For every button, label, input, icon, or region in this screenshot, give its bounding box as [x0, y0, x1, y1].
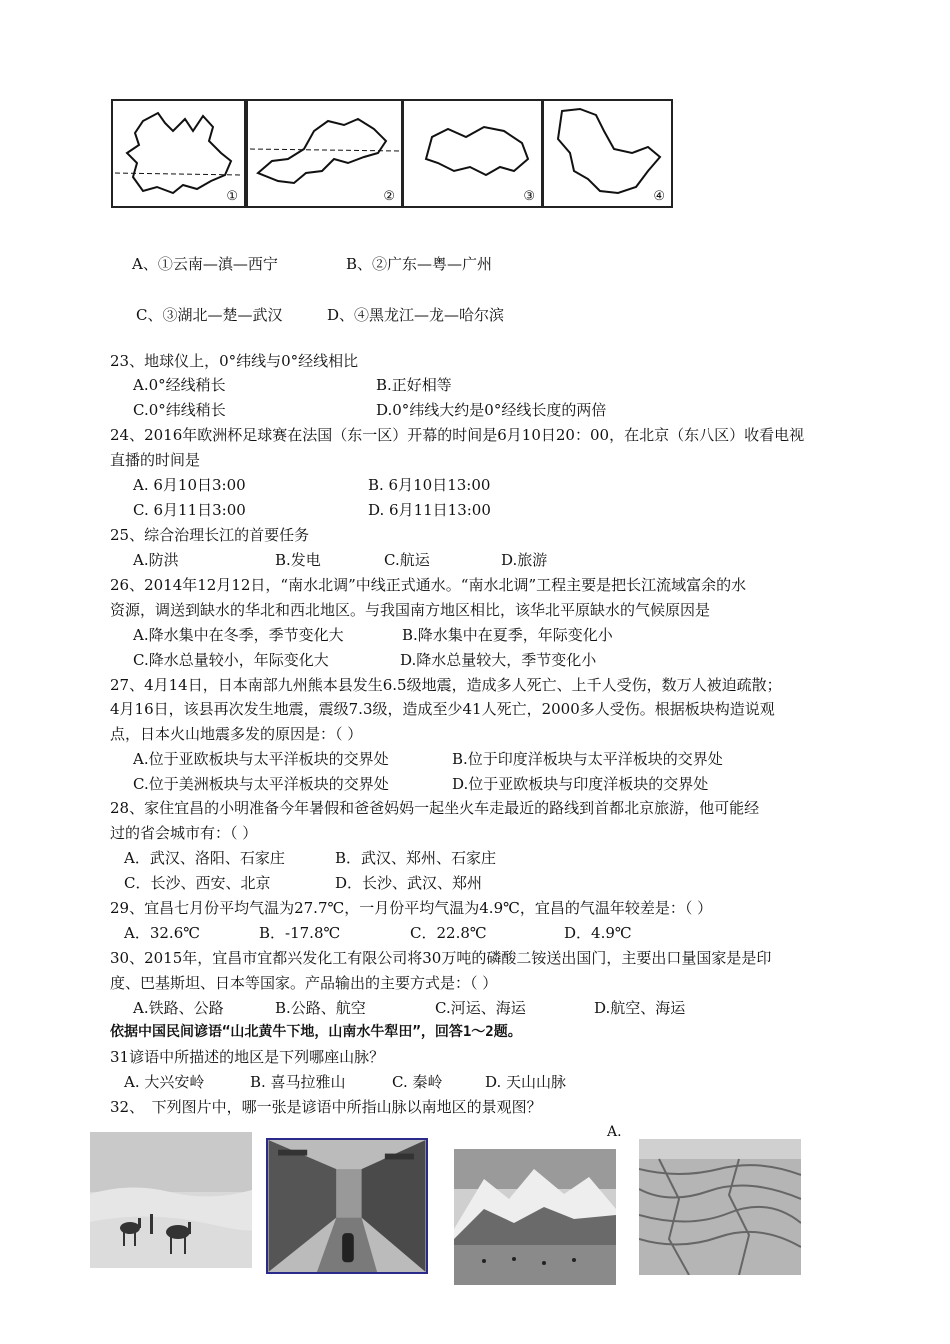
q32-stem: 32、 下列图片中，哪一张是谚语中所指山脉以南地区的景观图？: [110, 1098, 542, 1116]
q24-option-d: D. 6月11日13:00: [368, 501, 491, 519]
q26-stem-line2: 资源，调送到缺水的华北和西北地区。与我国南方地区相比，该华北平原缺水的气候原因是: [110, 601, 711, 619]
map-label-2: ②: [383, 189, 395, 204]
photo-water-town-canal: [266, 1138, 428, 1274]
q25-option-b: B.发电: [275, 551, 321, 569]
q27-option-c: C.位于美洲板块与太平洋板块的交界处: [133, 775, 389, 793]
photo-desert-camels: [90, 1132, 252, 1268]
q26-option-d: D.降水总量较大，季节变化小: [400, 651, 597, 669]
province-outline-3: [404, 101, 541, 206]
q22-option-c: C、③湖北—楚—武汉: [136, 306, 283, 324]
q26-option-a: A.降水集中在冬季，季节变化大: [133, 626, 344, 644]
q30-stem-line1: 30、2015年，宜昌市宜都兴发化工有限公司将30万吨的磷酸二铵送出国门，主要出口量国家是是印: [110, 949, 772, 967]
q23-option-c: C.0°纬线稍长: [133, 401, 226, 419]
q30-option-d: D.航空、海运: [594, 999, 686, 1017]
q30-option-a: A.铁路、公路: [133, 999, 224, 1017]
province-outline-1: [113, 101, 244, 206]
q23-stem: 23、地球仪上，0°纬线与0°经线相比: [110, 352, 359, 370]
province-outline-4: [544, 101, 671, 206]
q22-option-a: A、①云南—滇—西宁: [132, 255, 278, 273]
map-label-3: ③: [523, 189, 535, 204]
q25-stem: 25、综合治理长江的首要任务: [110, 526, 310, 544]
q29-stem: 29、宜昌七月份平均气温为27.7℃，一月份平均气温为4.9℃，宜昌的气温年较差是：（ ）: [110, 899, 713, 917]
q32-photo-label-a: A.: [607, 1124, 622, 1140]
map-heilongjiang: [542, 99, 673, 208]
q29-option-a: A．32.6℃: [124, 924, 201, 942]
q31-option-b: B. 喜马拉雅山: [250, 1073, 346, 1091]
q31-option-d: D. 天山山脉: [485, 1073, 567, 1091]
q28-option-c: C．长沙、西安、北京: [124, 874, 271, 892]
q27-stem-line3: 点，日本火山地震多发的原因是：（ ）: [110, 725, 363, 743]
province-outline-2: [248, 101, 401, 206]
q27-stem-line1: 27、4月14日，日本南部九州熊本县发生6.5级地震，造成多人死亡、上千人受伤，数万人被迫疏散；: [110, 676, 782, 694]
q29-option-c: C．22.8℃: [410, 924, 487, 942]
q26-option-b: B.降水集中在夏季，年际变化小: [402, 626, 613, 644]
photo-loess-plateau: [639, 1139, 801, 1275]
q23-option-d: D.0°纬线大约是0°经线长度的两倍: [376, 401, 607, 419]
q27-option-b: B.位于印度洋板块与太平洋板块的交界处: [452, 750, 723, 768]
q31-stem: 31谚语中所描述的地区是下列哪座山脉？: [110, 1048, 385, 1066]
q30-option-b: B.公路、航空: [275, 999, 366, 1017]
q31-intro: 依据中国民间谚语“山北黄牛下地，山南水牛犁田”，回答1～2题。: [110, 1024, 522, 1040]
q24-option-a: A. 6月10日3:00: [133, 476, 246, 494]
q23-option-b: B.正好相等: [376, 376, 452, 394]
q26-option-c: C.降水总量较小，年际变化大: [133, 651, 329, 669]
q29-option-d: D．4.9℃: [564, 924, 632, 942]
map-hubei: [402, 99, 543, 208]
q31-option-c: C. 秦岭: [392, 1073, 443, 1091]
q29-option-b: B．-17.8℃: [259, 924, 341, 942]
q27-stem-line2: 4月16日，该县再次发生地震，震级7.3级，造成至少41人死亡，2000多人受伤。根据板块构造说观: [110, 700, 775, 718]
q27-option-d: D.位于亚欧板块与印度洋板块的交界处: [452, 775, 709, 793]
q28-stem-line2: 过的省会城市有：（ ）: [110, 824, 258, 842]
map-guangdong: [246, 99, 403, 208]
q23-option-a: A.0°经线稍长: [133, 376, 226, 394]
q22-option-b: B、②广东—粤—广州: [346, 255, 493, 273]
q28-option-b: B．武汉、郑州、石家庄: [335, 849, 497, 867]
photo-snow-mountain-grassland: [454, 1149, 616, 1285]
q30-stem-line2: 度、巴基斯坦、日本等国家。产品输出的主要方式是：（ ）: [110, 974, 498, 992]
map-yunnan: [111, 99, 246, 208]
q28-option-d: D．长沙、武汉、郑州: [335, 874, 483, 892]
q24-option-b: B. 6月10日13:00: [368, 476, 491, 494]
q26-stem-line1: 26、2014年12月12日，“南水北调”中线正式通水。“南水北调”工程主要是把长江流域富余的水: [110, 576, 747, 594]
q28-stem-line1: 28、家住宜昌的小明准备今年暑假和爸爸妈妈一起坐火车走最近的路线到首都北京旅游，他可能经: [110, 799, 760, 817]
q25-option-c: C.航运: [384, 551, 430, 569]
map-label-1: ①: [226, 189, 238, 204]
q27-option-a: A.位于亚欧板块与太平洋板块的交界处: [133, 750, 389, 768]
q25-option-d: D.旅游: [501, 551, 548, 569]
q25-option-a: A.防洪: [133, 551, 179, 569]
q30-option-c: C.河运、海运: [435, 999, 526, 1017]
map-label-4: ④: [653, 189, 665, 204]
q24-option-c: C. 6月11日3:00: [133, 501, 246, 519]
q24-stem-line2: 直播的时间是: [110, 451, 201, 469]
q24-stem-line1: 24、2016年欧洲杯足球赛在法国（东一区）开幕的时间是6月10日20：00，在北京（东八区）收看电视: [110, 426, 805, 444]
q31-option-a: A. 大兴安岭: [124, 1073, 205, 1091]
q22-option-d: D、④黑龙江—龙—哈尔滨: [327, 306, 505, 324]
q28-option-a: A．武汉、洛阳、石家庄: [124, 849, 285, 867]
